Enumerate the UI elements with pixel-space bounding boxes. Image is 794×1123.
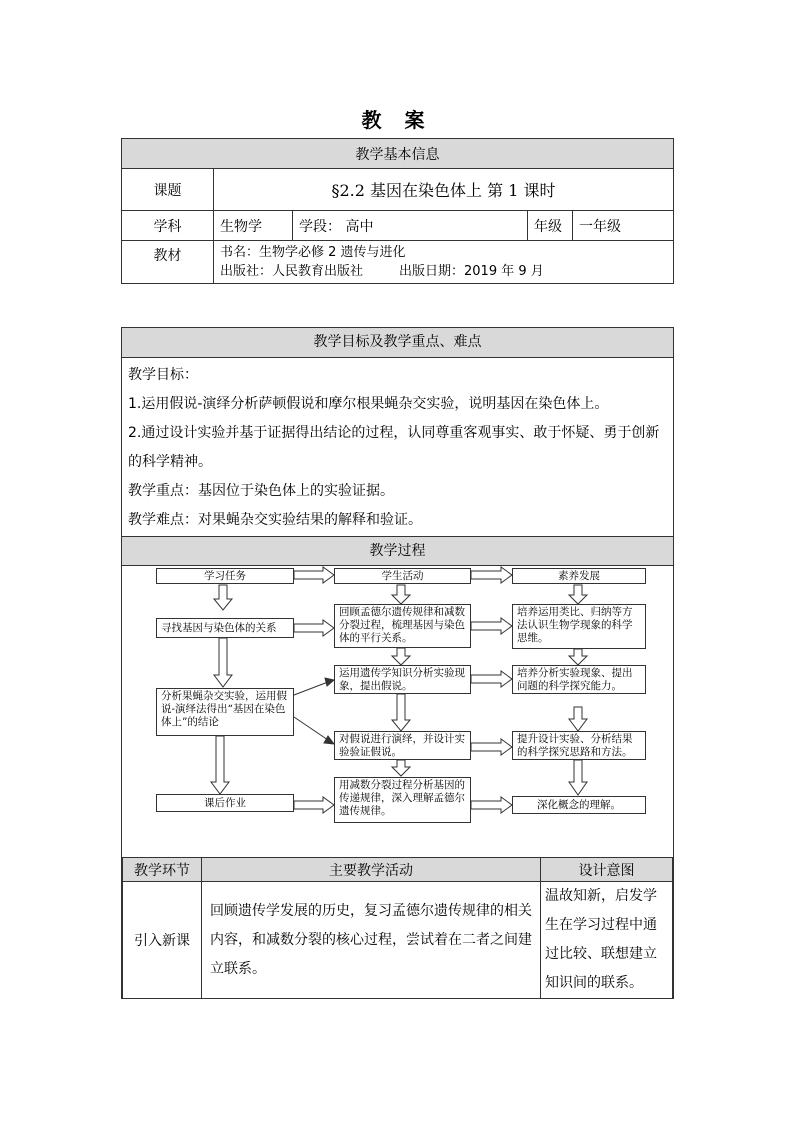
teaching-objectives-section <box>121 327 674 999</box>
arrow-down-1 <box>214 585 232 610</box>
col-activity-header: 主要教学活动 <box>202 858 541 882</box>
subject-value: 生物学 <box>214 211 293 241</box>
activity-1: 回顾孟德尔遗传规律和减数分裂过程，梳理基因与染色体的平行关系。 <box>334 604 471 648</box>
col-intent-header: 设计意图 <box>541 858 673 882</box>
arrow-right-6 <box>471 739 512 755</box>
arrow-down-11 <box>211 736 229 794</box>
arrow-right-2 <box>471 567 512 583</box>
grade-label: 年级 <box>528 211 573 241</box>
literacy-1: 培养运用类比、归纳等方法认识生物学现象的科学思维。 <box>512 604 646 649</box>
arrow-right-5 <box>471 671 512 687</box>
difficulty: 教学难点：对果蝇杂交实验结果的解释和验证。 <box>128 512 422 528</box>
textbook-label: 教材 <box>122 241 214 284</box>
process-header: 教学过程 <box>122 536 673 566</box>
row1-stage: 引入新课 <box>123 882 202 999</box>
arrow-down-10 <box>569 760 587 795</box>
page-title: 教 案 <box>361 108 433 132</box>
objectives-body <box>122 358 673 535</box>
arrow-down-7 <box>392 694 410 731</box>
objectives-label: 教学目标： <box>128 367 198 383</box>
arrow-down-8 <box>569 707 587 731</box>
activity-2: 运用遗传学知识分析实验现象，提出假说。 <box>334 665 471 694</box>
objectives-header: 教学目标及教学重点、难点 <box>122 328 673 358</box>
connector-down <box>294 717 328 740</box>
flow-col-header-2: 学生活动 <box>334 568 471 584</box>
arrow-right-3 <box>294 620 334 636</box>
connector-down-head <box>324 736 334 744</box>
textbook-name: 书名：生物学必修 2 遗传与进化 <box>220 245 406 260</box>
task-3: 课后作业 <box>156 794 294 812</box>
subject-label: 学科 <box>122 211 214 241</box>
task-1: 寻找基因与染色体的关系 <box>156 618 294 638</box>
stage-label: 学段： <box>299 218 341 235</box>
literacy-2: 培养分析实验现象、提出问题的科学探究能力。 <box>512 665 646 694</box>
grade-value: 一年级 <box>573 211 674 241</box>
arrow-right-4 <box>471 618 512 634</box>
arrow-down-3 <box>569 585 587 604</box>
key-point: 教学重点：基因位于染色体上的实验证据。 <box>128 483 394 499</box>
arrow-down-4 <box>214 638 232 687</box>
arrow-down-5 <box>392 648 410 665</box>
activity-4: 用减数分裂过程分析基因的传递规律，深入理解孟德尔遗传规律。 <box>334 777 471 823</box>
connector-up <box>294 682 328 695</box>
arrow-right-1 <box>294 567 334 583</box>
row1-intent: 温故知新，启发学生在学习过程中通过比较、联想建立知识间的联系。 <box>541 882 673 999</box>
flow-col-header-3: 素养发展 <box>512 568 646 584</box>
connector-up-head <box>325 678 334 686</box>
stage-cell <box>293 211 528 241</box>
basic-info-header: 教学基本信息 <box>122 139 674 169</box>
publish-date: 出版日期：2019 年 9 月 <box>399 264 544 279</box>
col-stage-header: 教学环节 <box>123 858 202 882</box>
topic-value: §2.2 基因在染色体上 第 1 课时 <box>214 169 674 211</box>
flow-col-header-1: 学习任务 <box>156 568 294 584</box>
arrow-down-6 <box>569 649 587 665</box>
basic-info-table <box>121 138 674 284</box>
row1-activity: 回顾遗传学发展的历史，复习孟德尔遗传规律的相关内容，和减数分裂的核心过程，尝试着在二者之间建立联系。 <box>202 882 541 999</box>
literacy-4: 深化概念的理解。 <box>512 796 646 814</box>
objective-1: 1.运用假说-演绎分析萨顿假说和摩尔根果蝇杂交实验，说明基因在染色体上。 <box>128 396 609 412</box>
literacy-3: 提升设计实验、分析结果的科学探究思路和方法。 <box>512 731 646 760</box>
activity-3: 对假说进行演绎，并设计实验验证假说。 <box>334 731 471 760</box>
arrow-right-7 <box>294 797 334 813</box>
process-flowchart <box>122 565 673 856</box>
arrow-down-2 <box>392 585 410 604</box>
activity-table <box>122 857 673 999</box>
textbook-cell <box>214 241 674 284</box>
arrow-right-8 <box>471 797 512 813</box>
topic-label: 课题 <box>122 169 214 211</box>
task-2: 分析果蝇杂交实验，运用假说-演绎法得出“基因在染色体上”的结论 <box>156 688 294 736</box>
textbook-publisher-line <box>220 262 667 281</box>
stage-value: 高中 <box>345 218 374 235</box>
arrow-down-9 <box>392 760 410 776</box>
publisher: 出版社：人民教育出版社 <box>220 264 364 279</box>
objective-2: 2.通过设计实验并基于证据得出结论的过程，认同尊重客观事实、敢于怀疑、勇于创新的科学精神。 <box>128 425 660 470</box>
